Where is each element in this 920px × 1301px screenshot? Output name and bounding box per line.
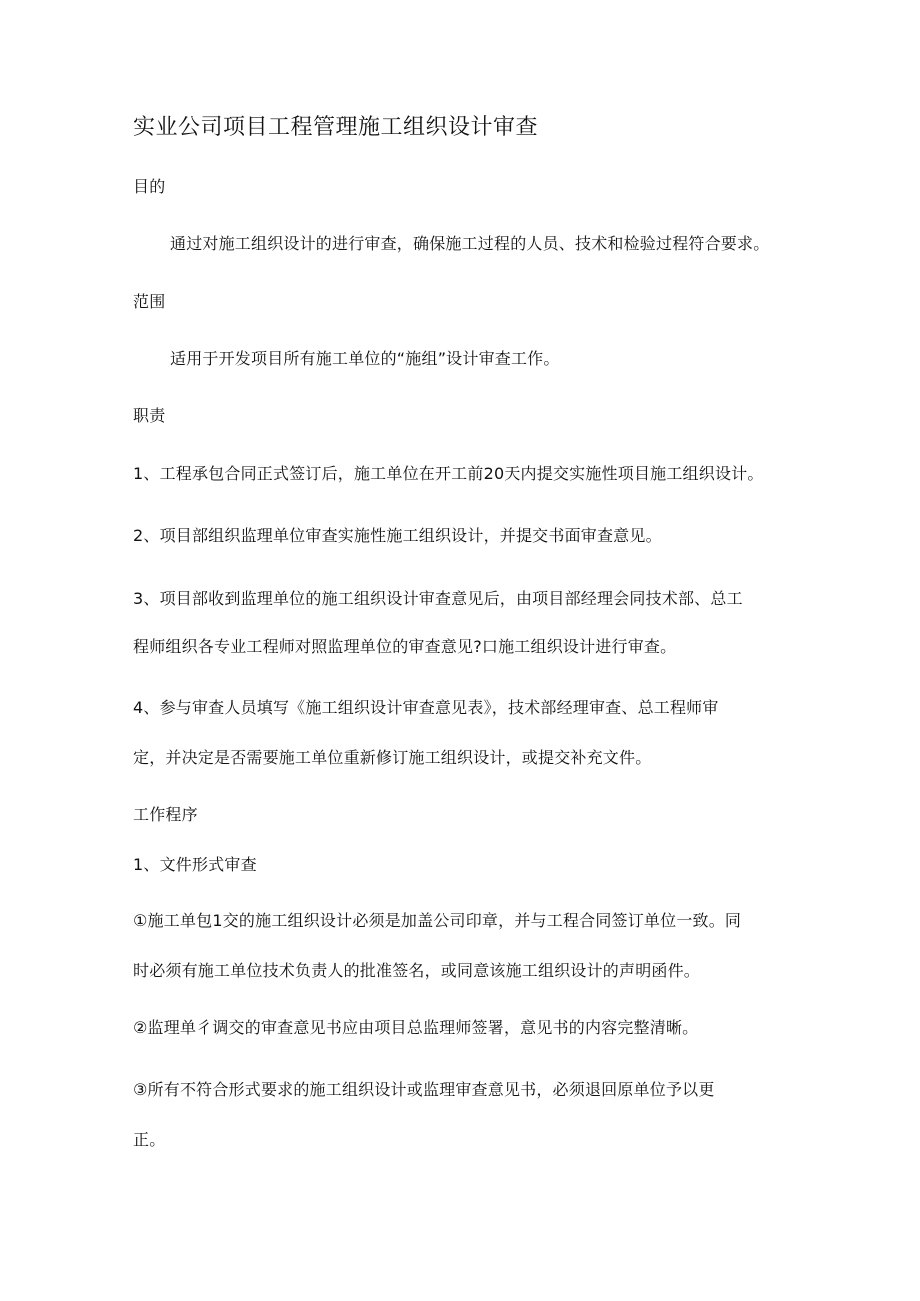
duty-item-4-line-1: 4、参与审查人员填写《施工组织设计审查意见表》，技术部经理审查、总工程师审 [133,698,719,717]
procedure-step-1: 1、文件形式审查 [133,855,257,874]
procedure-item-3-line-1: ③所有不符合形式要求的施工组织设计或监理审查意见书，必须退回原单位予以更 [133,1080,715,1099]
section-heading-procedure: 工作程序 [133,805,198,824]
duty-item-4-line-2: 定，并决定是否需要施工单位重新修订施工组织设计，或提交补充文件。 [133,748,652,767]
procedure-item-1-line-1: ①施工单包1交的施工组织设计必须是加盖公司印章，并与工程合同签订单位一致。同 [133,911,742,930]
scope-paragraph: 适用于开发项目所有施工单位的“施组”设计审查工作。 [170,349,560,368]
procedure-item-2: ②监理单彳调交的审查意见书应由项目总监理师签署，意见书的内容完整清晰。 [133,1018,699,1037]
section-heading-scope: 范围 [133,292,166,311]
duty-item-1: 1、工程承包合同正式签订后，施工单位在开工前20天内提交实施性项目施工组织设计。 [133,464,764,483]
section-heading-duties: 职责 [133,406,166,425]
duty-item-2: 2、项目部组织监理单位审查实施性施工组织设计，并提交书面审查意见。 [133,526,662,545]
duty-item-3-line-2: 程师组织各专业工程师对照监理单位的审查意见?口施工组织设计进行审查。 [133,637,677,656]
duty-item-3-line-1: 3、项目部收到监理单位的施工组织设计审查意见后，由项目部经理会同技术部、总工 [133,589,743,608]
procedure-item-1-line-2: 时必须有施工单位技术负责人的批准签名，或同意该施工组织设计的声明函件。 [133,961,701,980]
purpose-paragraph: 通过对施工组织设计的进行审查，确保施工过程的人员、技术和检验过程符合要求。 [170,234,770,253]
section-heading-purpose: 目的 [133,177,166,196]
document-title: 实业公司项目工程管理施工组织设计审查 [133,115,539,140]
procedure-item-3-line-2: 正。 [133,1130,166,1149]
